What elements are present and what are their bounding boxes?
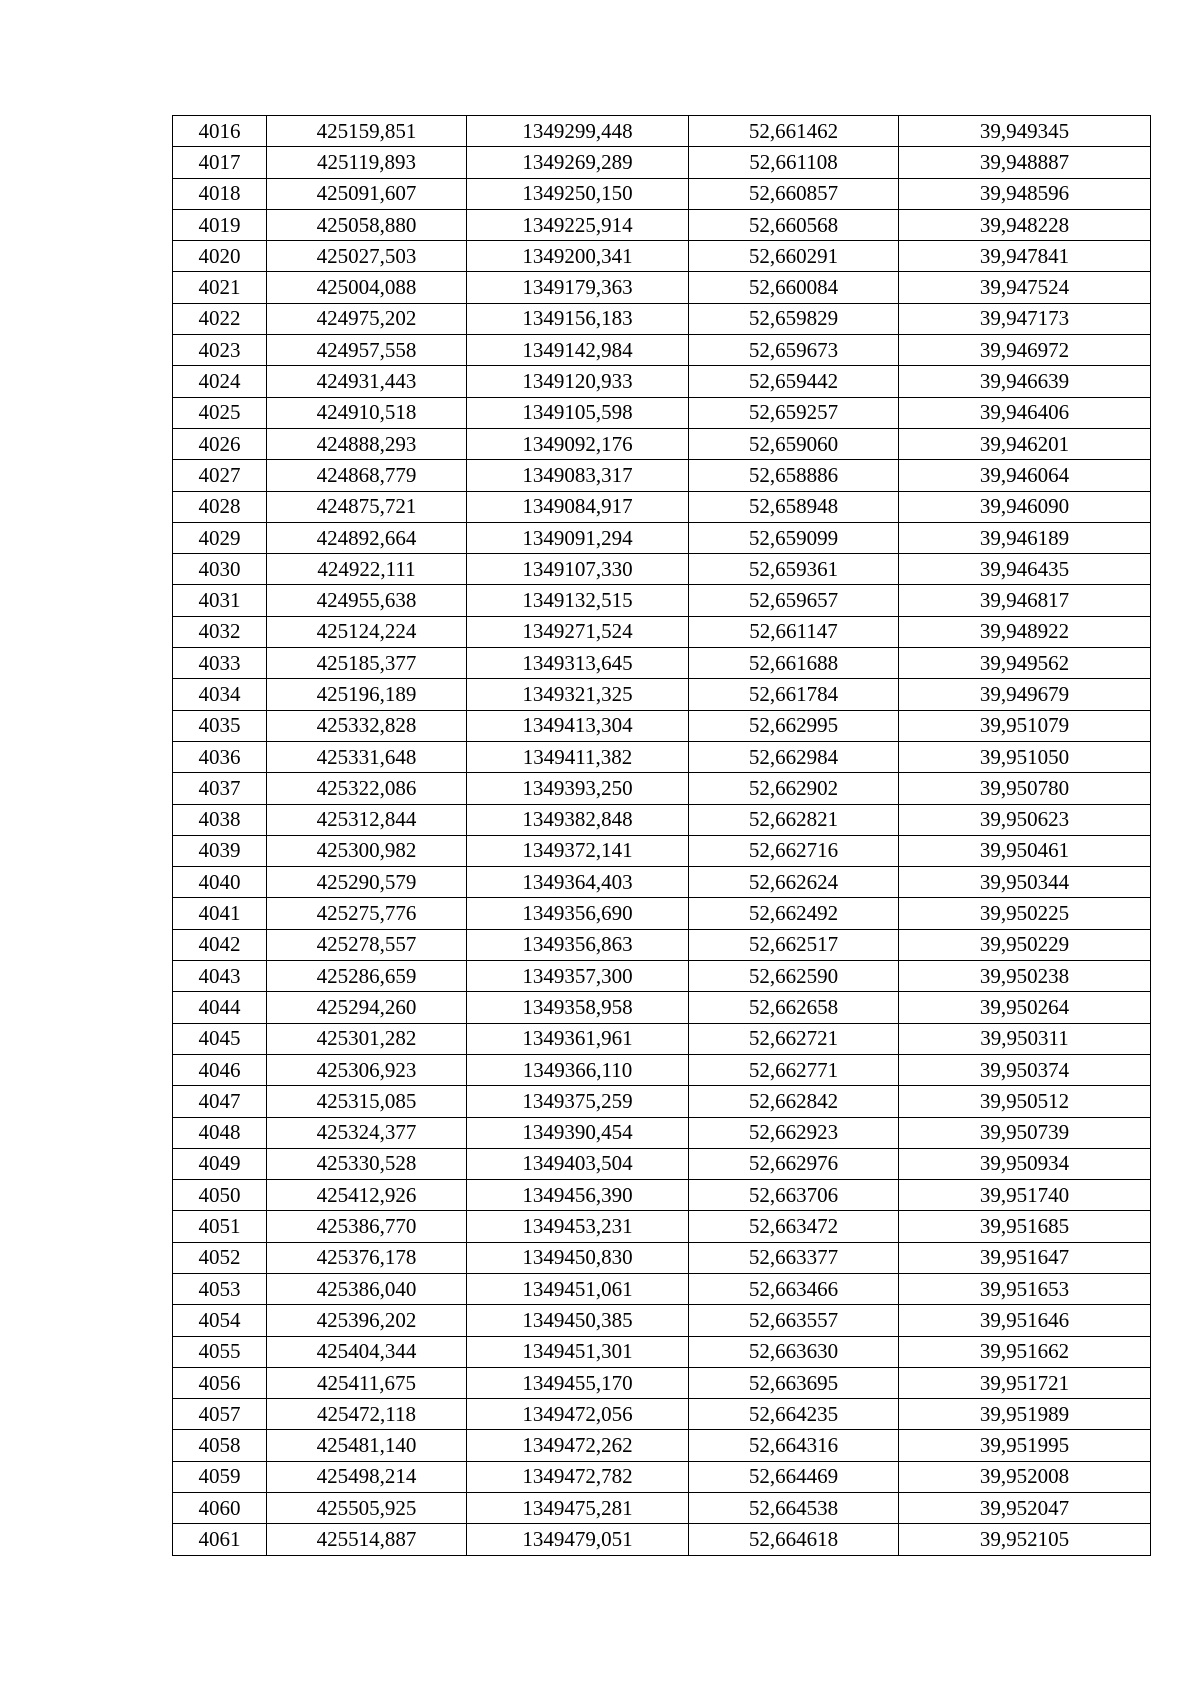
- table-row: [173, 679, 1151, 710]
- table-row: [173, 1367, 1151, 1398]
- longitude-cell: 39,946817: [899, 585, 1151, 616]
- latitude-cell: 52,661108: [689, 147, 899, 178]
- longitude-cell: 39,946201: [899, 428, 1151, 459]
- latitude-cell: 52,660857: [689, 178, 899, 209]
- table-row: [173, 554, 1151, 585]
- point-number-cell: 4023: [173, 335, 267, 366]
- longitude-cell: 39,951740: [899, 1180, 1151, 1211]
- longitude-cell: 39,950623: [899, 804, 1151, 835]
- latitude-cell: 52,662842: [689, 1086, 899, 1117]
- longitude-cell: 39,951079: [899, 710, 1151, 741]
- latitude-cell: 52,663630: [689, 1336, 899, 1367]
- y-coordinate-cell: 1349091,294: [467, 522, 689, 553]
- point-number-cell: 4056: [173, 1367, 267, 1398]
- point-number-cell: 4039: [173, 835, 267, 866]
- x-coordinate-cell: 425330,528: [267, 1148, 467, 1179]
- point-number-cell: 4052: [173, 1242, 267, 1273]
- x-coordinate-cell: 424957,558: [267, 335, 467, 366]
- table-row: [173, 835, 1151, 866]
- longitude-cell: 39,946972: [899, 335, 1151, 366]
- point-number-cell: 4029: [173, 522, 267, 553]
- longitude-cell: 39,950934: [899, 1148, 1151, 1179]
- point-number-cell: 4044: [173, 992, 267, 1023]
- longitude-cell: 39,952008: [899, 1461, 1151, 1492]
- y-coordinate-cell: 1349156,183: [467, 303, 689, 334]
- latitude-cell: 52,661784: [689, 679, 899, 710]
- x-coordinate-cell: 424892,664: [267, 522, 467, 553]
- x-coordinate-cell: 425290,579: [267, 867, 467, 898]
- y-coordinate-cell: 1349453,231: [467, 1211, 689, 1242]
- x-coordinate-cell: 425286,659: [267, 961, 467, 992]
- y-coordinate-cell: 1349299,448: [467, 116, 689, 147]
- x-coordinate-cell: 424875,721: [267, 491, 467, 522]
- latitude-cell: 52,663706: [689, 1180, 899, 1211]
- latitude-cell: 52,662716: [689, 835, 899, 866]
- point-number-cell: 4017: [173, 147, 267, 178]
- table-row: [173, 116, 1151, 147]
- x-coordinate-cell: 424910,518: [267, 397, 467, 428]
- table-row: [173, 272, 1151, 303]
- y-coordinate-cell: 1349413,304: [467, 710, 689, 741]
- x-coordinate-cell: 425332,828: [267, 710, 467, 741]
- x-coordinate-cell: 424955,638: [267, 585, 467, 616]
- x-coordinate-cell: 425315,085: [267, 1086, 467, 1117]
- point-number-cell: 4057: [173, 1399, 267, 1430]
- y-coordinate-cell: 1349450,385: [467, 1305, 689, 1336]
- y-coordinate-cell: 1349472,056: [467, 1399, 689, 1430]
- latitude-cell: 52,664538: [689, 1493, 899, 1524]
- latitude-cell: 52,664618: [689, 1524, 899, 1555]
- x-coordinate-cell: 425514,887: [267, 1524, 467, 1555]
- table-row: [173, 585, 1151, 616]
- y-coordinate-cell: 1349403,504: [467, 1148, 689, 1179]
- x-coordinate-cell: 424931,443: [267, 366, 467, 397]
- table-row: [173, 648, 1151, 679]
- y-coordinate-cell: 1349083,317: [467, 460, 689, 491]
- point-number-cell: 4040: [173, 867, 267, 898]
- point-number-cell: 4049: [173, 1148, 267, 1179]
- y-coordinate-cell: 1349105,598: [467, 397, 689, 428]
- longitude-cell: 39,950229: [899, 929, 1151, 960]
- latitude-cell: 52,664235: [689, 1399, 899, 1430]
- x-coordinate-cell: 425058,880: [267, 209, 467, 240]
- latitude-cell: 52,660568: [689, 209, 899, 240]
- table-row: [173, 1461, 1151, 1492]
- point-number-cell: 4021: [173, 272, 267, 303]
- table-row: [173, 1399, 1151, 1430]
- latitude-cell: 52,659442: [689, 366, 899, 397]
- point-number-cell: 4048: [173, 1117, 267, 1148]
- point-number-cell: 4046: [173, 1054, 267, 1085]
- table-row: [173, 147, 1151, 178]
- latitude-cell: 52,662624: [689, 867, 899, 898]
- x-coordinate-cell: 425472,118: [267, 1399, 467, 1430]
- table-row: [173, 1180, 1151, 1211]
- table-row: [173, 303, 1151, 334]
- y-coordinate-cell: 1349361,961: [467, 1023, 689, 1054]
- latitude-cell: 52,663472: [689, 1211, 899, 1242]
- longitude-cell: 39,951662: [899, 1336, 1151, 1367]
- y-coordinate-cell: 1349358,958: [467, 992, 689, 1023]
- x-coordinate-cell: 425386,040: [267, 1273, 467, 1304]
- latitude-cell: 52,663695: [689, 1367, 899, 1398]
- table-row: [173, 1086, 1151, 1117]
- y-coordinate-cell: 1349475,281: [467, 1493, 689, 1524]
- x-coordinate-cell: 425324,377: [267, 1117, 467, 1148]
- y-coordinate-cell: 1349472,262: [467, 1430, 689, 1461]
- x-coordinate-cell: 425386,770: [267, 1211, 467, 1242]
- longitude-cell: 39,947841: [899, 241, 1151, 272]
- longitude-cell: 39,952047: [899, 1493, 1151, 1524]
- x-coordinate-cell: 425119,893: [267, 147, 467, 178]
- longitude-cell: 39,946090: [899, 491, 1151, 522]
- x-coordinate-cell: 425275,776: [267, 898, 467, 929]
- x-coordinate-cell: 425481,140: [267, 1430, 467, 1461]
- table-row: [173, 1211, 1151, 1242]
- y-coordinate-cell: 1349393,250: [467, 773, 689, 804]
- longitude-cell: 39,951646: [899, 1305, 1151, 1336]
- latitude-cell: 52,662771: [689, 1054, 899, 1085]
- point-number-cell: 4036: [173, 741, 267, 772]
- table-row: [173, 1493, 1151, 1524]
- x-coordinate-cell: 425196,189: [267, 679, 467, 710]
- x-coordinate-cell: 424975,202: [267, 303, 467, 334]
- point-number-cell: 4028: [173, 491, 267, 522]
- point-number-cell: 4016: [173, 116, 267, 147]
- table-row: [173, 741, 1151, 772]
- latitude-cell: 52,660291: [689, 241, 899, 272]
- longitude-cell: 39,950461: [899, 835, 1151, 866]
- table-row: [173, 773, 1151, 804]
- point-number-cell: 4020: [173, 241, 267, 272]
- latitude-cell: 52,661147: [689, 616, 899, 647]
- x-coordinate-cell: 425159,851: [267, 116, 467, 147]
- table-row: [173, 1524, 1151, 1555]
- table-row: [173, 1273, 1151, 1304]
- y-coordinate-cell: 1349084,917: [467, 491, 689, 522]
- latitude-cell: 52,659099: [689, 522, 899, 553]
- y-coordinate-cell: 1349357,300: [467, 961, 689, 992]
- longitude-cell: 39,948922: [899, 616, 1151, 647]
- x-coordinate-cell: 425376,178: [267, 1242, 467, 1273]
- point-number-cell: 4042: [173, 929, 267, 960]
- x-coordinate-cell: 425312,844: [267, 804, 467, 835]
- x-coordinate-cell: 425404,344: [267, 1336, 467, 1367]
- y-coordinate-cell: 1349269,289: [467, 147, 689, 178]
- longitude-cell: 39,950311: [899, 1023, 1151, 1054]
- latitude-cell: 52,663466: [689, 1273, 899, 1304]
- longitude-cell: 39,951647: [899, 1242, 1151, 1273]
- point-number-cell: 4018: [173, 178, 267, 209]
- point-number-cell: 4027: [173, 460, 267, 491]
- latitude-cell: 52,662923: [689, 1117, 899, 1148]
- longitude-cell: 39,948228: [899, 209, 1151, 240]
- latitude-cell: 52,662821: [689, 804, 899, 835]
- longitude-cell: 39,946064: [899, 460, 1151, 491]
- table-row: [173, 178, 1151, 209]
- longitude-cell: 39,950374: [899, 1054, 1151, 1085]
- latitude-cell: 52,662658: [689, 992, 899, 1023]
- table-row: [173, 1117, 1151, 1148]
- x-coordinate-cell: 425185,377: [267, 648, 467, 679]
- latitude-cell: 52,662492: [689, 898, 899, 929]
- x-coordinate-cell: 425505,925: [267, 1493, 467, 1524]
- y-coordinate-cell: 1349411,382: [467, 741, 689, 772]
- x-coordinate-cell: 425300,982: [267, 835, 467, 866]
- y-coordinate-cell: 1349375,259: [467, 1086, 689, 1117]
- latitude-cell: 52,659361: [689, 554, 899, 585]
- y-coordinate-cell: 1349479,051: [467, 1524, 689, 1555]
- point-number-cell: 4031: [173, 585, 267, 616]
- x-coordinate-cell: 424868,779: [267, 460, 467, 491]
- longitude-cell: 39,951721: [899, 1367, 1151, 1398]
- y-coordinate-cell: 1349451,061: [467, 1273, 689, 1304]
- y-coordinate-cell: 1349456,390: [467, 1180, 689, 1211]
- point-number-cell: 4054: [173, 1305, 267, 1336]
- x-coordinate-cell: 425278,557: [267, 929, 467, 960]
- table-row: [173, 867, 1151, 898]
- point-number-cell: 4019: [173, 209, 267, 240]
- y-coordinate-cell: 1349382,848: [467, 804, 689, 835]
- longitude-cell: 39,949345: [899, 116, 1151, 147]
- point-number-cell: 4051: [173, 1211, 267, 1242]
- longitude-cell: 39,951685: [899, 1211, 1151, 1242]
- y-coordinate-cell: 1349356,863: [467, 929, 689, 960]
- latitude-cell: 52,661688: [689, 648, 899, 679]
- table-row: [173, 428, 1151, 459]
- latitude-cell: 52,658886: [689, 460, 899, 491]
- latitude-cell: 52,662984: [689, 741, 899, 772]
- point-number-cell: 4043: [173, 961, 267, 992]
- table-row: [173, 992, 1151, 1023]
- latitude-cell: 52,660084: [689, 272, 899, 303]
- y-coordinate-cell: 1349120,933: [467, 366, 689, 397]
- table-row: [173, 1054, 1151, 1085]
- point-number-cell: 4033: [173, 648, 267, 679]
- latitude-cell: 52,662976: [689, 1148, 899, 1179]
- y-coordinate-cell: 1349366,110: [467, 1054, 689, 1085]
- longitude-cell: 39,952105: [899, 1524, 1151, 1555]
- latitude-cell: 52,661462: [689, 116, 899, 147]
- longitude-cell: 39,951653: [899, 1273, 1151, 1304]
- x-coordinate-cell: 425331,648: [267, 741, 467, 772]
- y-coordinate-cell: 1349132,515: [467, 585, 689, 616]
- latitude-cell: 52,662590: [689, 961, 899, 992]
- point-number-cell: 4060: [173, 1493, 267, 1524]
- longitude-cell: 39,946435: [899, 554, 1151, 585]
- coordinates-table-body: [173, 116, 1151, 1556]
- y-coordinate-cell: 1349364,403: [467, 867, 689, 898]
- longitude-cell: 39,946639: [899, 366, 1151, 397]
- latitude-cell: 52,662902: [689, 773, 899, 804]
- table-row: [173, 241, 1151, 272]
- y-coordinate-cell: 1349451,301: [467, 1336, 689, 1367]
- longitude-cell: 39,950344: [899, 867, 1151, 898]
- x-coordinate-cell: 425306,923: [267, 1054, 467, 1085]
- y-coordinate-cell: 1349390,454: [467, 1117, 689, 1148]
- longitude-cell: 39,950512: [899, 1086, 1151, 1117]
- longitude-cell: 39,949679: [899, 679, 1151, 710]
- longitude-cell: 39,950225: [899, 898, 1151, 929]
- y-coordinate-cell: 1349450,830: [467, 1242, 689, 1273]
- latitude-cell: 52,663377: [689, 1242, 899, 1273]
- longitude-cell: 39,950739: [899, 1117, 1151, 1148]
- y-coordinate-cell: 1349472,782: [467, 1461, 689, 1492]
- y-coordinate-cell: 1349200,341: [467, 241, 689, 272]
- latitude-cell: 52,662517: [689, 929, 899, 960]
- point-number-cell: 4045: [173, 1023, 267, 1054]
- y-coordinate-cell: 1349321,325: [467, 679, 689, 710]
- y-coordinate-cell: 1349455,170: [467, 1367, 689, 1398]
- latitude-cell: 52,664469: [689, 1461, 899, 1492]
- point-number-cell: 4038: [173, 804, 267, 835]
- point-number-cell: 4035: [173, 710, 267, 741]
- longitude-cell: 39,951989: [899, 1399, 1151, 1430]
- table-row: [173, 616, 1151, 647]
- x-coordinate-cell: 425091,607: [267, 178, 467, 209]
- point-number-cell: 4061: [173, 1524, 267, 1555]
- x-coordinate-cell: 425301,282: [267, 1023, 467, 1054]
- point-number-cell: 4041: [173, 898, 267, 929]
- latitude-cell: 52,662995: [689, 710, 899, 741]
- y-coordinate-cell: 1349372,141: [467, 835, 689, 866]
- longitude-cell: 39,950780: [899, 773, 1151, 804]
- longitude-cell: 39,947524: [899, 272, 1151, 303]
- table-row: [173, 1430, 1151, 1461]
- point-number-cell: 4024: [173, 366, 267, 397]
- point-number-cell: 4050: [173, 1180, 267, 1211]
- x-coordinate-cell: 425294,260: [267, 992, 467, 1023]
- x-coordinate-cell: 424888,293: [267, 428, 467, 459]
- latitude-cell: 52,659657: [689, 585, 899, 616]
- x-coordinate-cell: 425396,202: [267, 1305, 467, 1336]
- table-row: [173, 710, 1151, 741]
- longitude-cell: 39,949562: [899, 648, 1151, 679]
- point-number-cell: 4053: [173, 1273, 267, 1304]
- x-coordinate-cell: 425498,214: [267, 1461, 467, 1492]
- table-row: [173, 522, 1151, 553]
- y-coordinate-cell: 1349271,524: [467, 616, 689, 647]
- latitude-cell: 52,662721: [689, 1023, 899, 1054]
- x-coordinate-cell: 425124,224: [267, 616, 467, 647]
- x-coordinate-cell: 425027,503: [267, 241, 467, 272]
- y-coordinate-cell: 1349225,914: [467, 209, 689, 240]
- table-row: [173, 209, 1151, 240]
- table-row: [173, 397, 1151, 428]
- latitude-cell: 52,658948: [689, 491, 899, 522]
- x-coordinate-cell: 425412,926: [267, 1180, 467, 1211]
- point-number-cell: 4058: [173, 1430, 267, 1461]
- longitude-cell: 39,951995: [899, 1430, 1151, 1461]
- y-coordinate-cell: 1349250,150: [467, 178, 689, 209]
- point-number-cell: 4059: [173, 1461, 267, 1492]
- y-coordinate-cell: 1349356,690: [467, 898, 689, 929]
- latitude-cell: 52,659060: [689, 428, 899, 459]
- point-number-cell: 4032: [173, 616, 267, 647]
- longitude-cell: 39,950264: [899, 992, 1151, 1023]
- coordinates-table: [172, 115, 1151, 1556]
- latitude-cell: 52,664316: [689, 1430, 899, 1461]
- x-coordinate-cell: 424922,111: [267, 554, 467, 585]
- table-row: [173, 929, 1151, 960]
- longitude-cell: 39,948596: [899, 178, 1151, 209]
- latitude-cell: 52,663557: [689, 1305, 899, 1336]
- longitude-cell: 39,951050: [899, 741, 1151, 772]
- latitude-cell: 52,659673: [689, 335, 899, 366]
- longitude-cell: 39,947173: [899, 303, 1151, 334]
- y-coordinate-cell: 1349092,176: [467, 428, 689, 459]
- table-row: [173, 1305, 1151, 1336]
- point-number-cell: 4022: [173, 303, 267, 334]
- table-row: [173, 1023, 1151, 1054]
- point-number-cell: 4026: [173, 428, 267, 459]
- table-row: [173, 898, 1151, 929]
- table-row: [173, 1242, 1151, 1273]
- x-coordinate-cell: 425004,088: [267, 272, 467, 303]
- longitude-cell: 39,948887: [899, 147, 1151, 178]
- longitude-cell: 39,950238: [899, 961, 1151, 992]
- latitude-cell: 52,659257: [689, 397, 899, 428]
- y-coordinate-cell: 1349313,645: [467, 648, 689, 679]
- table-row: [173, 366, 1151, 397]
- longitude-cell: 39,946189: [899, 522, 1151, 553]
- y-coordinate-cell: 1349107,330: [467, 554, 689, 585]
- latitude-cell: 52,659829: [689, 303, 899, 334]
- point-number-cell: 4037: [173, 773, 267, 804]
- longitude-cell: 39,946406: [899, 397, 1151, 428]
- point-number-cell: 4047: [173, 1086, 267, 1117]
- point-number-cell: 4025: [173, 397, 267, 428]
- y-coordinate-cell: 1349179,363: [467, 272, 689, 303]
- table-row: [173, 1148, 1151, 1179]
- table-row: [173, 1336, 1151, 1367]
- x-coordinate-cell: 425411,675: [267, 1367, 467, 1398]
- table-row: [173, 804, 1151, 835]
- table-row: [173, 491, 1151, 522]
- y-coordinate-cell: 1349142,984: [467, 335, 689, 366]
- point-number-cell: 4034: [173, 679, 267, 710]
- table-row: [173, 961, 1151, 992]
- table-row: [173, 460, 1151, 491]
- table-row: [173, 335, 1151, 366]
- point-number-cell: 4055: [173, 1336, 267, 1367]
- x-coordinate-cell: 425322,086: [267, 773, 467, 804]
- point-number-cell: 4030: [173, 554, 267, 585]
